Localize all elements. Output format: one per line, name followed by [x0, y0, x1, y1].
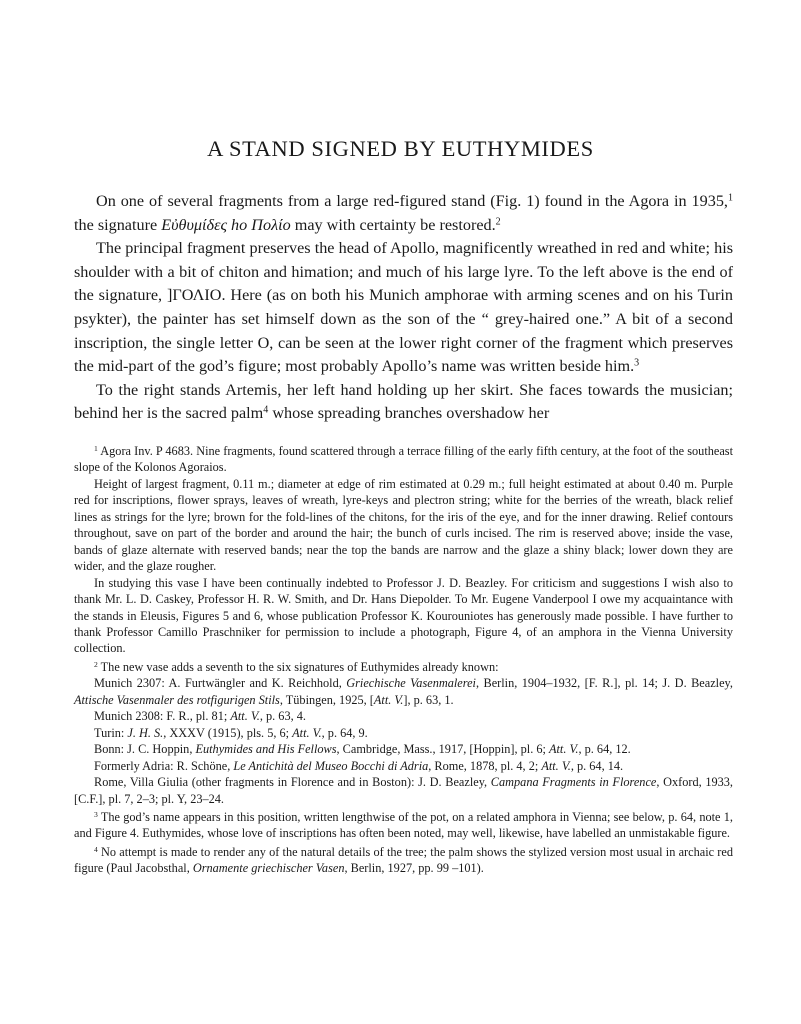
- article-body: [74, 190, 733, 426]
- citation-text: , Berlin, 1904–1932, [F. R.], pl. 14; J. D. Beazley,: [475, 676, 733, 691]
- body-paragraph-1: [74, 190, 733, 237]
- body-text: To the right stands Artemis, her left hand holding up her skirt. She faces towards the musician; behind her is the sacred palm: [74, 380, 733, 423]
- citation-text: Turin:: [94, 725, 128, 740]
- footnote-ref-4[interactable]: 4: [263, 404, 269, 416]
- citation-title: Att. V.: [548, 742, 579, 757]
- citation-text: , p. 64, 12.: [578, 742, 631, 757]
- citation-text: , XXXV (1915), pls. 5, 6;: [163, 725, 293, 740]
- footnote-2: [74, 659, 733, 675]
- footnote-mark: 1: [94, 443, 98, 453]
- citation-text: , Tübingen, 1925, [: [279, 692, 374, 707]
- citation-text: , Cambridge, Mass., 1917, [Hoppin], pl. 6;: [336, 742, 549, 757]
- footnote-1-acknowledgements: [74, 575, 733, 657]
- body-text: the signature: [74, 215, 162, 234]
- footnote-text: The god’s name appears in this position, written lengthwise of the pot, on a related amphora in Vienna; see below, p. 64, note 1, and Figure 4. Euthymides, whose love of inscriptions has often been noted, may well, likewise, have labelled an unmistakable figure.: [74, 809, 734, 841]
- signature-munich-2308: [74, 708, 733, 724]
- footnote-mark: 2: [94, 659, 98, 669]
- greek-signature: Εὐθυμίδες ho Πολίο: [161, 215, 291, 234]
- citation-title: Le Antichità del Museo Bocchi di Adria: [233, 758, 429, 773]
- citation-text: , p. 64, 9.: [321, 725, 368, 740]
- signature-turin: [74, 725, 733, 741]
- citation-title: Euthymides and His Fellows: [195, 742, 337, 757]
- citation-title: Att. V.: [230, 709, 260, 724]
- citation-text: Bonn: J. C. Hoppin,: [94, 742, 196, 757]
- citation-text: Munich 2308: F. R., pl. 81;: [94, 709, 231, 724]
- citation-text: Rome, Villa Giulia (other fragments in Florence and in Boston): J. D. Beazley,: [94, 775, 491, 790]
- citation-title: Ornamente griechischer Vasen: [192, 861, 345, 876]
- body-text: On one of several fragments from a large red-figured stand (Fig. 1) found in the Agora in 1935,: [96, 192, 728, 210]
- footnote-text: No attempt is made to render any of the natural details of the tree; the palm shows the stylized version most usual in archaic red figure (Paul Jacobsthal,: [74, 844, 733, 876]
- footnote-1-dimensions: [74, 476, 733, 575]
- footnote-4: [74, 844, 733, 877]
- footnote-1: [74, 443, 733, 476]
- citation-text: , p. 63, 4.: [259, 709, 306, 724]
- citation-text: , Rome, 1878, pl. 4, 2;: [428, 758, 542, 773]
- citation-title: Att. V.: [292, 725, 322, 740]
- citation-text: Formerly Adria: R. Schöne,: [94, 758, 234, 773]
- footnote-text: , Berlin, 1927, pp. 99 –101).: [344, 861, 484, 876]
- citation-text: , p. 64, 14.: [570, 758, 624, 773]
- citation-text: , Oxford, 1933, [C.F.], pl. 7, 2–3; pl. Y, 23–24.: [74, 775, 733, 806]
- signature-adria: [74, 758, 733, 774]
- footnote-ref-3[interactable]: 3: [634, 357, 640, 369]
- footnote-text: The new vase adds a seventh to the six signatures of Euthymides already known:: [100, 659, 499, 674]
- citation-title: J. H. S.: [127, 725, 164, 740]
- citation-title: Griechische Vasenmalerei: [346, 676, 476, 691]
- citation-title: Att. V.: [541, 758, 571, 773]
- citation-title: Attische Vasenmaler des rotfigurigen Stils: [74, 692, 280, 707]
- footnote-mark: 4: [94, 844, 98, 854]
- footnote-text: Agora Inv. P 4683. Nine fragments, found scattered through a terrace filling of the early fifth century, at the foot of the southeast slope of the Kolonos Agoraios.: [74, 444, 733, 475]
- article-title: A STAND SIGNED BY EUTHYMIDES: [207, 136, 594, 161]
- body-text: may with certainty be restored.: [290, 215, 496, 234]
- signature-bonn: [74, 741, 733, 757]
- footnotes: [74, 443, 733, 877]
- citation-title: Att. V.: [373, 692, 404, 707]
- body-text: whose spreading branches overshadow her: [268, 404, 550, 423]
- signature-munich-2307: [74, 675, 733, 708]
- footnote-text: In studying this vase I have been continually indebted to Professor J. D. Beazley. For criticism and suggestions I wish also to thank Mr. L. D. Caskey, Professor H. R. W. Smith, and Dr. Hans Diepolder. To Mr. Eugene Vanderpool I owe my acquaintance with the stands in Eleusis, Figures 5 and 6, whose publication Professor K. Kourouniotes has generously made possible. I have further to thank Professor Camillo Praschniker for permission to include a photograph, Figure 4, of an amphora in the Vienna University collection.: [74, 575, 733, 656]
- footnote-text: Height of largest fragment, 0.11 m.; diameter at edge of rim estimated at 0.29 m.; full height estimated at about 0.40 m. Purple red for inscriptions, flower sprays, leaves of wreath, lyre-keys and plectron string; white for the berries of the wreath, black relief lines as strings for the lyre; brown for the fold-lines of the chitons, for the iris of the eye, and for the inner drawing. Relief contours throughout, save on part of the border and around the hair; the bunch of curls incised. The rim is reserved above; inside the vase, bands of glaze alternate with reserved bands; near the top the bands are narrow and the glaze a shiny black; lower down they are wider, and the glaze rougher.: [74, 476, 733, 574]
- signature-rome: [74, 774, 733, 807]
- footnote-mark: 3: [94, 809, 98, 819]
- citation-text: ], p. 63, 1.: [403, 692, 454, 707]
- body-text: The principal fragment preserves the head of Apollo, magnificently wreathed in red and white; his shoulder with a bit of chiton and himation; and much of his large lyre. To the left above is the end of the signature, ]ΓΟΛΙΟ. Here (as on both his Munich amphorae with arming scenes and on his Turin psykter), the painter has set himself down as the son of the “ grey-haired one.” A bit of a second inscription, the single letter O, can be seen at the lower right corner of the fragment which preserves the mid-part of the god’s figure; most probably Apollo’s name was written beside him.: [74, 239, 733, 376]
- citation-title: Campana Fragments in Florence: [490, 775, 657, 790]
- footnote-ref-2[interactable]: 2: [495, 216, 501, 228]
- citation-text: Munich 2307: A. Furtwängler and K. Reichhold,: [94, 676, 347, 691]
- footnote-ref-1[interactable]: 1: [727, 192, 733, 204]
- body-paragraph-2: [74, 237, 733, 379]
- body-paragraph-3: [74, 379, 733, 426]
- footnote-3: [74, 809, 733, 842]
